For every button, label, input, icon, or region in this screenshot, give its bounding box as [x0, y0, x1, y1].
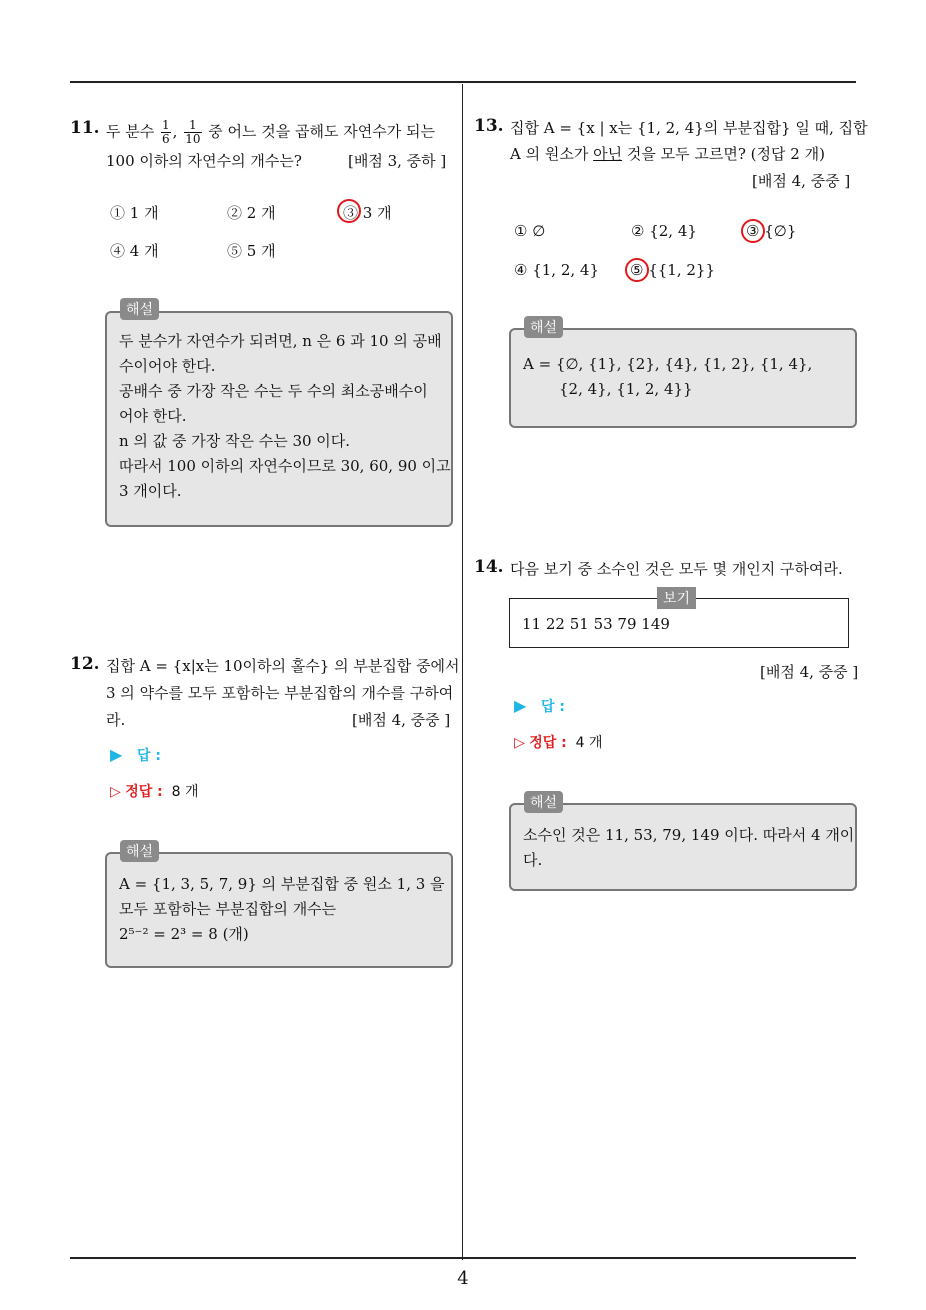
- question-text-line1: 집합 A = {x | x는 {1, 2, 4}의 부분집합} 일 때, 집합: [510, 119, 868, 137]
- explanation-box: [105, 852, 453, 968]
- explanation-text: 소수인 것은 11, 53, 79, 149 이다. 따라서 4 개이 다.: [523, 826, 855, 869]
- explanation-box: [105, 311, 453, 527]
- question-number: 14.: [474, 557, 504, 577]
- page-number: 4: [457, 1268, 469, 1289]
- correct-mark-circle: [741, 219, 765, 243]
- score-label: [배점 4, 중중 ]: [752, 172, 851, 190]
- fraction-1-10: $\frac{1}{10}$: [185, 118, 201, 146]
- fraction-1-6: $\frac{1}{6}$: [162, 118, 170, 146]
- correct-mark-circle: [625, 258, 649, 282]
- choice-2[interactable]: ② 2 개: [227, 204, 276, 222]
- explanation-tag: 해설: [524, 791, 563, 813]
- explanation-box: [509, 328, 857, 428]
- question-text-line2: 100 이하의 자연수의 개수는?: [106, 152, 302, 170]
- explanation-box: [509, 803, 857, 891]
- correct-answer: ▷ 정답 : 8 개: [110, 784, 199, 800]
- play-triangle-icon: ▶: [514, 696, 527, 715]
- choice-1[interactable]: ① ∅: [514, 222, 546, 240]
- play-triangle-icon: ▶: [110, 745, 123, 764]
- score-label: [배점 4, 중중 ]: [760, 663, 859, 681]
- explanation-tag: 해설: [120, 298, 159, 320]
- choice-4[interactable]: ④ {1, 2, 4}: [514, 261, 600, 279]
- top-rule: [70, 81, 856, 83]
- question-text-line2: A 의 원소가 아닌 것을 모두 고르면? (정답 2 개): [510, 145, 825, 163]
- question-text-line2: 3 의 약수를 모두 포함하는 부분집합의 개수를 구하여: [106, 684, 454, 702]
- bogi-values: 11 22 51 53 79 149: [522, 615, 670, 633]
- outline-triangle-icon: ▷: [514, 735, 525, 751]
- question-text: 두 분수 $\frac{1}{6}$ , $\frac{1}{10}$ 중 어느 것을 곱해도 자연수가 되는: [106, 118, 435, 146]
- choice-2[interactable]: ② {2, 4}: [631, 222, 697, 240]
- correct-answer: ▷ 정답 : 4 개: [514, 735, 603, 751]
- bogi-tag: 보기: [657, 587, 696, 609]
- choice-5[interactable]: ⑤ 5 개: [227, 242, 276, 260]
- explanation-text: A = {1, 3, 5, 7, 9} 의 부분집합 중 원소 1, 3 을 모두 포함하는 부분집합의 개수는 2⁵⁻² = 2³ = 8 (개): [119, 875, 445, 943]
- choice-3[interactable]: ③ {∅}: [746, 222, 797, 240]
- answer-prompt[interactable]: ▶ 답 :: [110, 745, 161, 764]
- choice-1[interactable]: ① 1 개: [110, 204, 159, 222]
- score-label: [배점 3, 중하 ]: [348, 152, 447, 170]
- score-label: [배점 4, 중중 ]: [352, 711, 451, 729]
- answer-prompt[interactable]: ▶ 답 :: [514, 696, 565, 715]
- outline-triangle-icon: ▷: [110, 784, 121, 800]
- correct-mark-circle: [337, 199, 361, 223]
- column-divider: [462, 84, 463, 1260]
- choice-4[interactable]: ④ 4 개: [110, 242, 159, 260]
- question-number: 12.: [70, 654, 100, 674]
- explanation-text: A = {∅, {1}, {2}, {4}, {1, 2}, {1, 4}, {2, 4}, {1, 2, 4}}: [523, 355, 813, 398]
- explanation-text: 두 분수가 자연수가 되려면, n 은 6 과 10 의 공배 수이어야 한다. 공배수 중 가장 작은 수는 두 수의 최소공배수이 어야 한다. n 의 값 중 가장 작은 수는 30 이다. 따라서 100 이하의 자연수이므로 30, 60, 90 이고 3 개이다.: [119, 332, 451, 500]
- question-text-line1: 집합 A = {x|x는 10이하의 홀수} 의 부분집합 중에서: [106, 657, 460, 675]
- explanation-tag: 해설: [524, 316, 563, 338]
- choice-5[interactable]: ⑤ {{1, 2}}: [630, 261, 716, 279]
- bottom-rule: [70, 1257, 856, 1259]
- question-number: 13.: [474, 116, 504, 136]
- explanation-tag: 해설: [120, 840, 159, 862]
- choice-3[interactable]: ③ 3 개: [343, 204, 392, 222]
- question-text: 다음 보기 중 소수인 것은 모두 몇 개인지 구하여라.: [510, 560, 843, 578]
- question-number: 11.: [70, 118, 100, 138]
- question-text-line3: 라.: [106, 711, 126, 729]
